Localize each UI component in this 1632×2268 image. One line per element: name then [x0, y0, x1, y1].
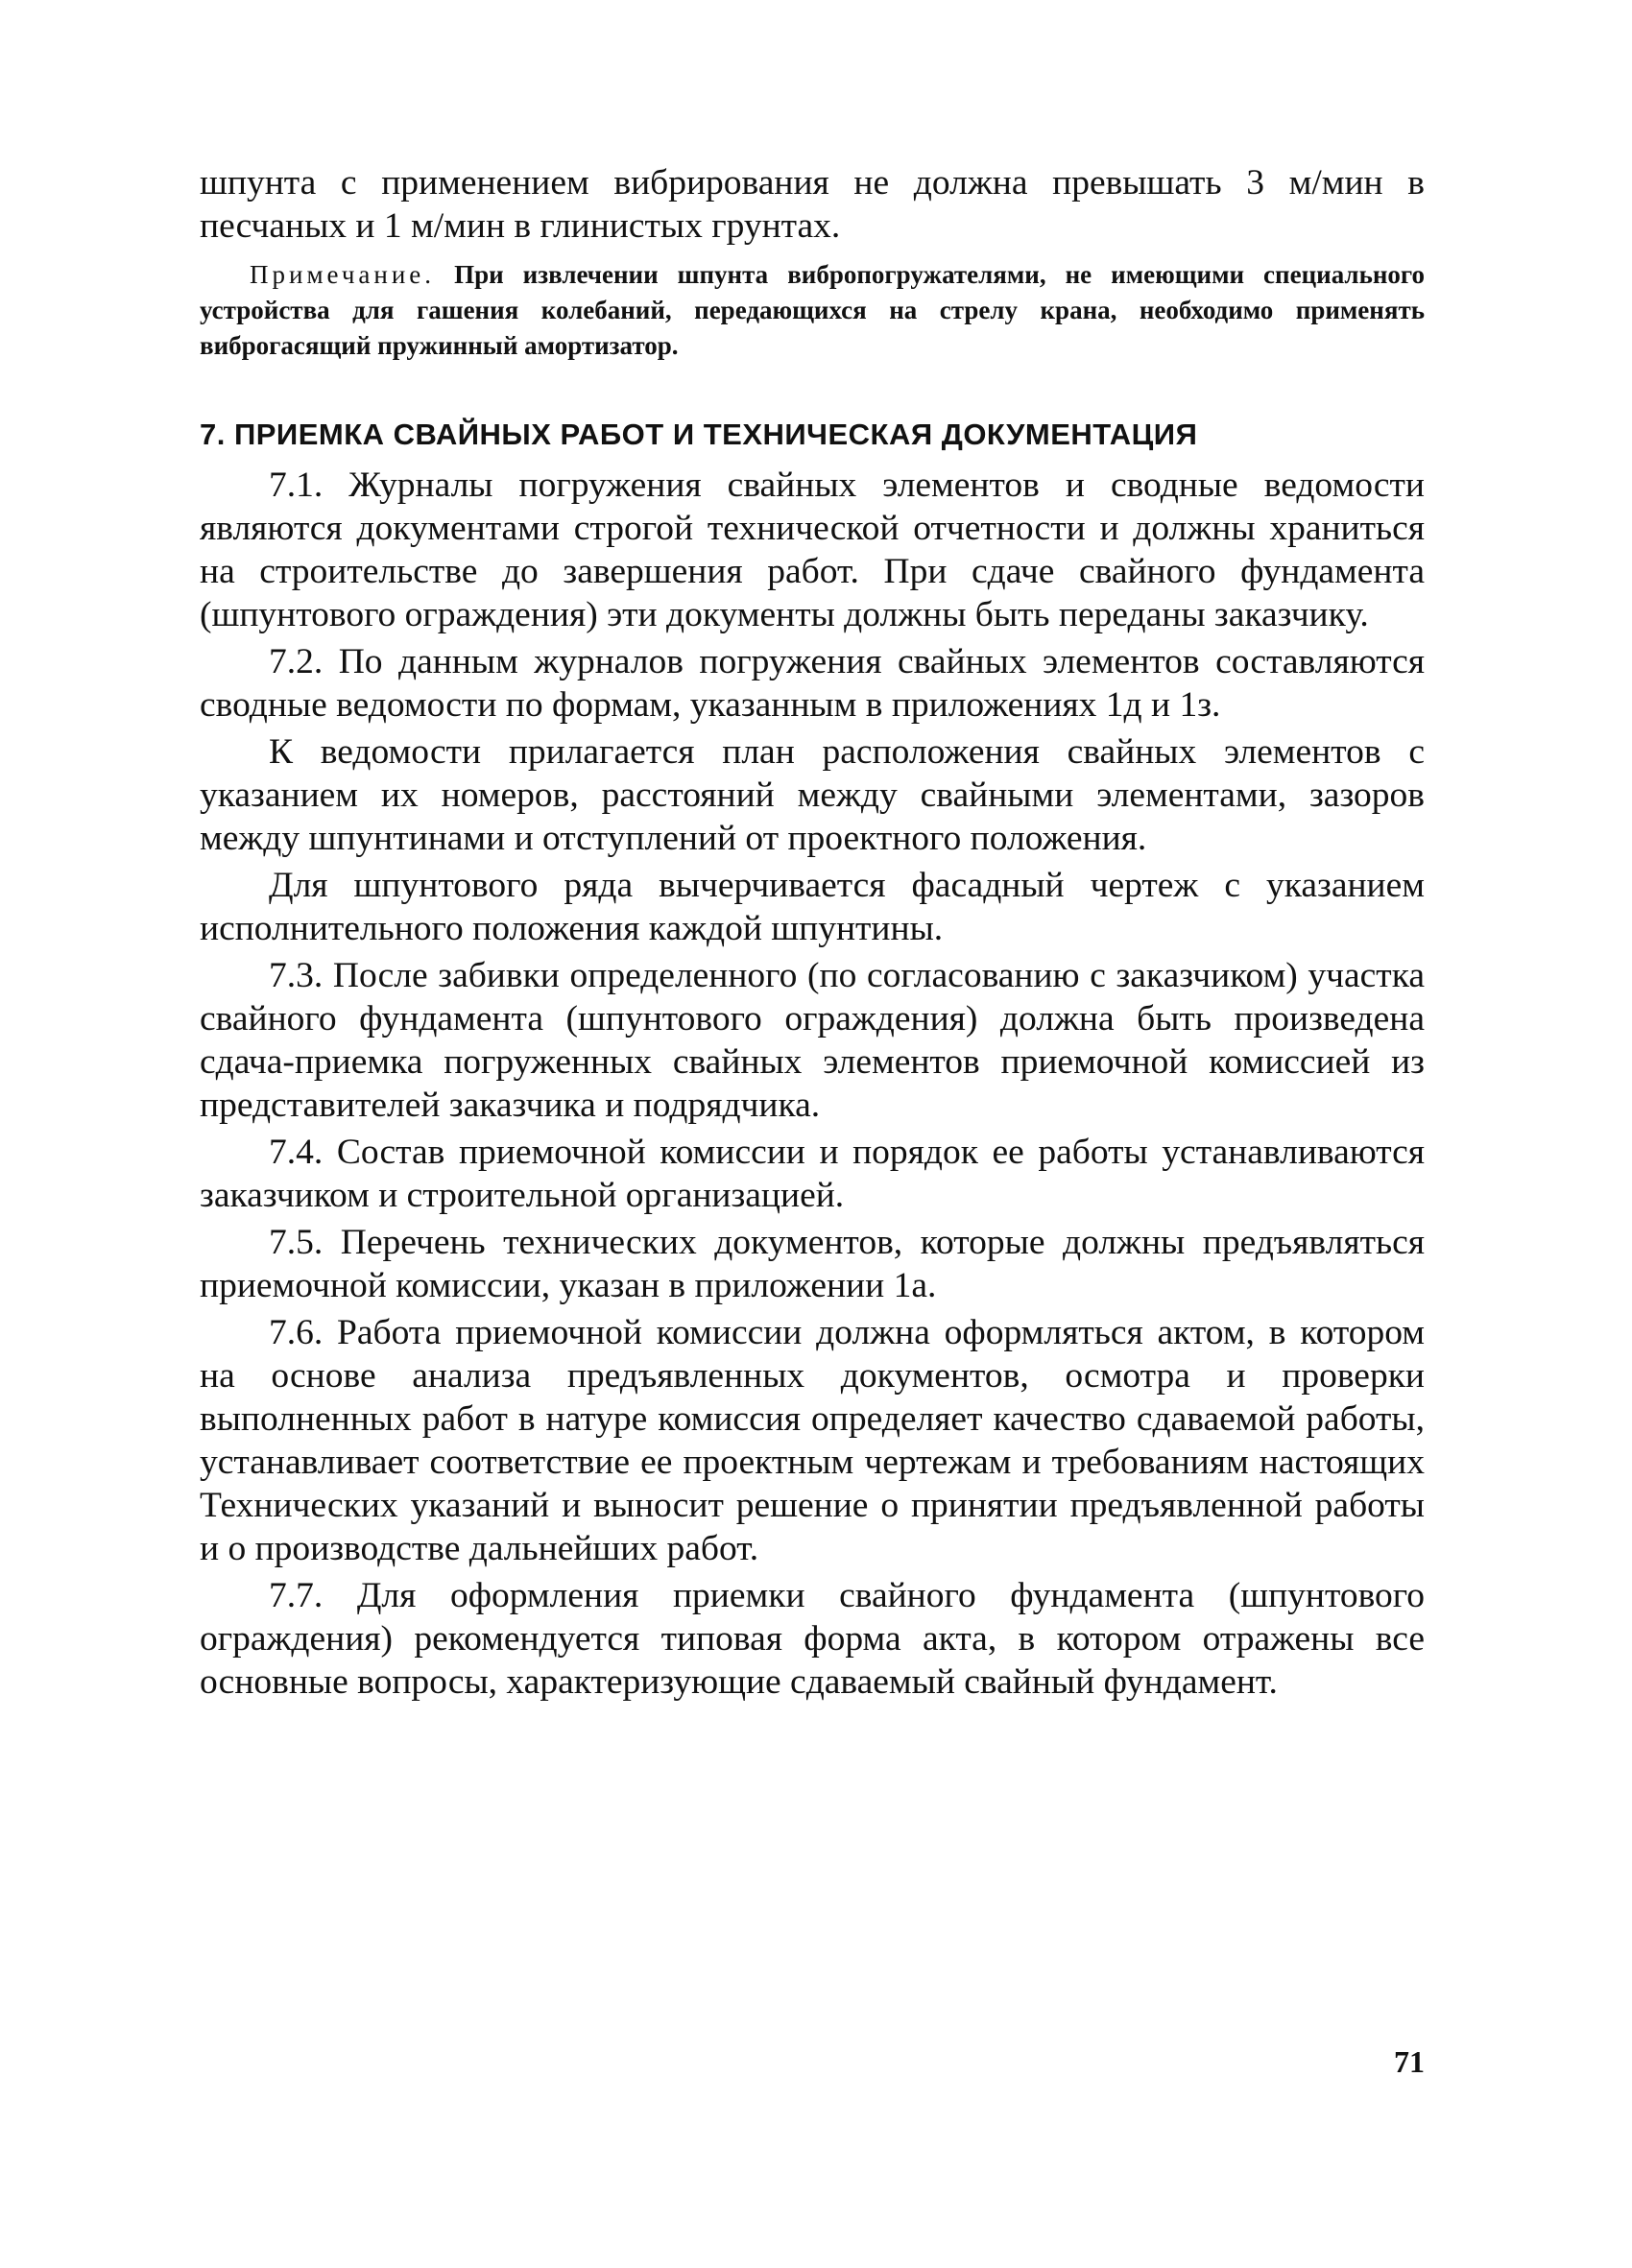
paragraph-plan: К ведомости прилагается план расположения свайных элементов с указанием их номеров, расстояний между свайными элементами, зазоров между шпунтинами и отступлений от проектного положения. [200, 732, 1425, 858]
paragraph-7-1: 7.1. Журналы погружения свайных элементов и сводные ведомости являются документами строгой технической отчетности и должны храниться на строительстве до завершения работ. При сдаче свайного фундамента (шпунтового ограждения) эти документы должны быть переданы заказчику. [200, 466, 1425, 634]
paragraph-7-2: 7.2. По данным журналов погружения свайных элементов составляются сводные ведомости по формам, указанным в приложениях 1д и 1з. [200, 642, 1425, 725]
note-text: При извлечении шпунта вибропогружателями, не имеющими специального устройства для гашения колебаний, передающихся на стрелу крана, необходимо применять виброгасящий пружинный амортизатор. [200, 260, 1426, 360]
note-block [200, 257, 1425, 364]
paragraph-7-5: 7.5. Перечень технических документов, которые должны предъявляться приемочной комиссии, указан в приложении 1а. [200, 1223, 1425, 1305]
page-number: 71 [1394, 2044, 1425, 2079]
section-heading: 7. ПРИЕМКА СВАЙНЫХ РАБОТ И ТЕХНИЧЕСКАЯ ДОКУМЕНТАЦИЯ [200, 418, 1198, 451]
paragraph-7-6: 7.6. Работа приемочной комиссии должна оформляться актом, в котором на основе анализа предъявленных документов, осмотра и проверки выполненных работ в натуре комиссия определяет качество сдаваемой работы, устанавливает соответствие ее проектным чертежам и требованиям настоящих Технических указаний и выносит решение о принятии предъявленной работы и о производстве дальнейших работ. [200, 1313, 1425, 1568]
paragraph-facade: Для шпунтового ряда вычерчивается фасадный чертеж с указанием исполнительного положения каждой шпунтины. [200, 866, 1425, 948]
document-page [200, 161, 1425, 1704]
paragraph-7-7: 7.7. Для оформления приемки свайного фундамента (шпунтового ограждения) рекомендуется типовая форма акта, в котором отражены все основные вопросы, характеризующие сдаваемый свайный фундамент. [200, 1576, 1425, 1702]
continuation-paragraph: шпунта с применением вибрирования не должна превышать 3 м/мин в песчаных и 1 м/мин в глинистых грунтах. [200, 163, 1425, 246]
note-label: Примечание. [250, 260, 436, 289]
paragraph-7-4: 7.4. Состав приемочной комиссии и порядок ее работы устанавливаются заказчиком и строительной организацией. [200, 1133, 1425, 1215]
paragraph-7-3: 7.3. После забивки определенного (по согласованию с заказчиком) участка свайного фундамента (шпунтового ограждения) должна быть произведена сдача-приемка погруженных свайных элементов приемочной комиссией из представителей заказчика и подрядчика. [200, 956, 1425, 1125]
